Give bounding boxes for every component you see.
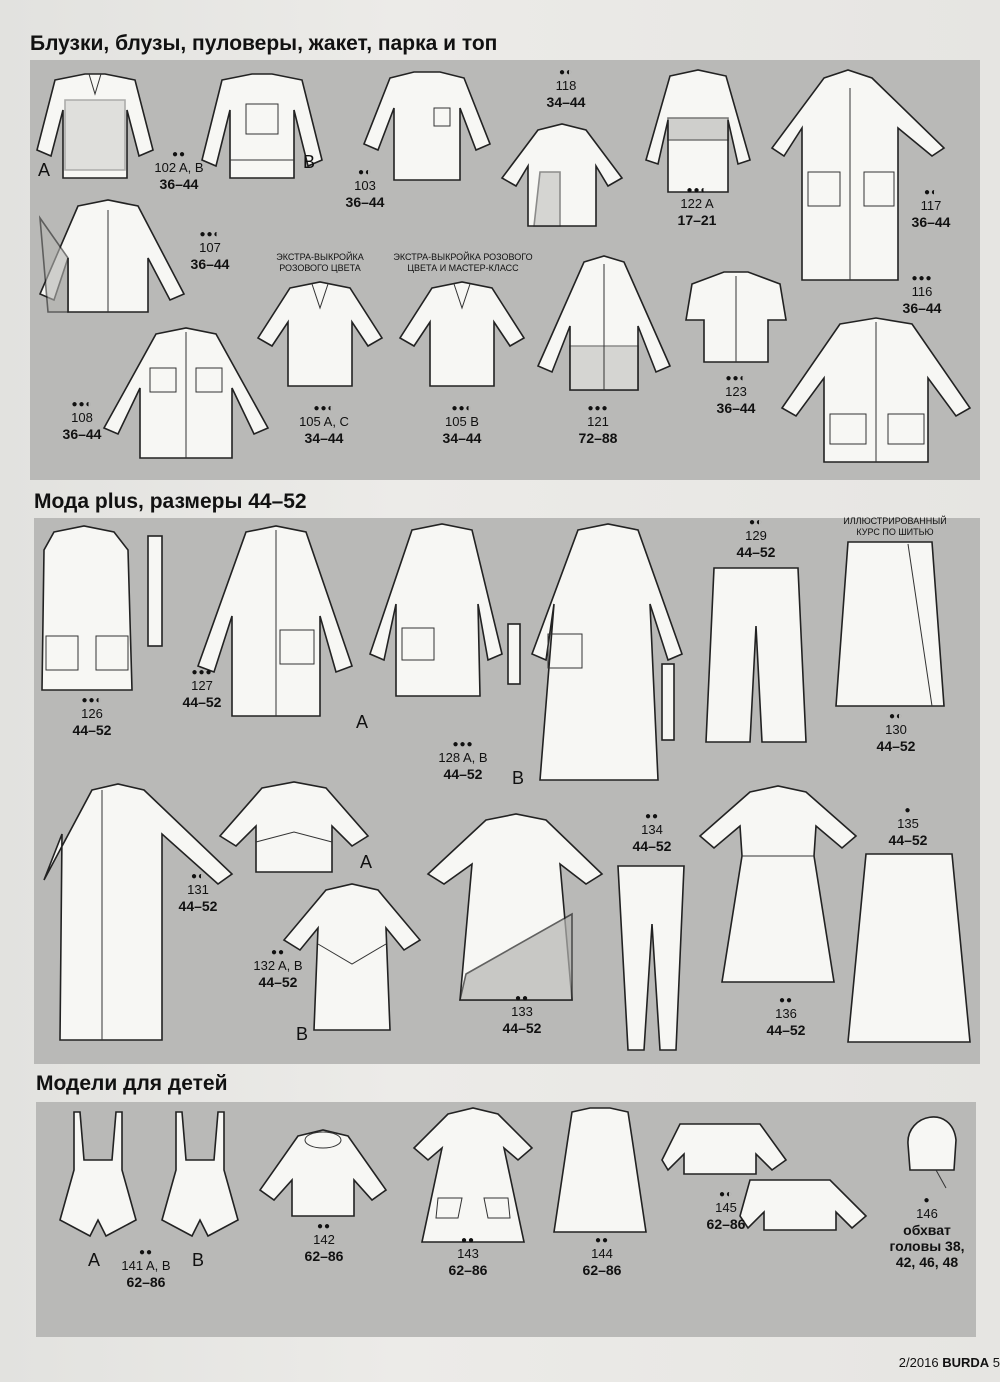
issue-number: 2/2016 [898,1355,939,1370]
note-illustrated-course: ИЛЛЮСТРИРОВАННЫЙ КУРС ПО ШИТЬЮ [843,516,947,537]
garment-102a-drawing [35,70,155,185]
page-footer [899,1355,1000,1370]
label-123: ●●◐ 123 36–44 [716,373,756,416]
page-number: 5 [992,1355,1000,1370]
label-131: ●◐ 131 44–52 [178,871,218,914]
label-146: ● 146 обхват головы 38, 42, 46, 48 [889,1195,965,1270]
garment-143-drawing [408,1108,538,1248]
garment-133-drawing [426,814,604,1004]
garment-123-drawing [684,272,788,368]
garment-141b-drawing [158,1110,242,1240]
variant-b-128: B [512,768,525,788]
note-extra-pink: ЭКСТРА-ВЫКРОЙКА РОЗОВОГО ЦВЕТА [276,252,364,273]
brand-name: BURDA [942,1355,990,1370]
garment-128a-drawing [362,524,528,704]
label-105ac: ●●◐ 105 A, C 34–44 [299,403,349,446]
label-127: ●●● 127 44–52 [182,667,222,710]
garment-117-drawing [768,68,948,293]
label-141: ●● 141 A, B 62–86 [121,1247,171,1290]
garment-105b-drawing [398,282,526,390]
label-118: ●◐ 118 34–44 [546,67,586,110]
variant-a-128: A [356,712,369,732]
garment-129-drawing [704,566,808,746]
garment-116-drawing [780,318,972,468]
garment-144-drawing [550,1108,650,1236]
garment-122-drawing [640,70,758,200]
label-129: ●◐ 129 44–52 [736,517,776,560]
garment-146-drawing [896,1100,966,1192]
section-title-blouses: Блузки, блузы, пуловеры, жакет, парка и топ [30,32,498,55]
garment-121-drawing [536,256,672,396]
garment-105ac-drawing [256,282,384,390]
note-extra-pink-master: ЭКСТРА-ВЫКРОЙКА РОЗОВОГО ЦВЕТА И МАСТЕР-КЛАСС [393,252,533,273]
label-135: ● 135 44–52 [888,805,928,848]
garment-141a-drawing [56,1110,140,1240]
garment-128b-drawing [528,524,700,784]
label-105b: ●●◐ 105 B 34–44 [442,403,482,446]
garment-145-drawing [660,1120,870,1234]
variant-a-132: A [360,852,373,872]
label-107: ●●◐ 107 36–44 [190,229,230,272]
garment-132a-drawing [218,782,373,876]
label-122: ●●◐ 122 A 17–21 [677,185,717,228]
label-142: ●● 142 62–86 [304,1221,344,1264]
garment-126-drawing [40,526,180,696]
garment-136-drawing [698,786,858,986]
variant-a-141: A [88,1250,101,1270]
variant-b-141: B [192,1250,205,1270]
garment-107-drawing [38,198,188,318]
label-133: ●● 133 44–52 [502,993,542,1036]
variant-b-132: B [296,1024,309,1044]
variant-b-102: B [303,152,316,172]
garment-118-drawing [500,122,625,232]
label-136: ●● 136 44–52 [766,995,806,1038]
label-126: ●●◐ 126 44–52 [72,695,112,738]
label-108: ●●◐ 108 36–44 [62,399,102,442]
label-121: ●●● 121 72–88 [578,403,618,446]
garment-134-drawing [612,864,692,1054]
label-130: ●◐ 130 44–52 [876,711,916,754]
garment-142-drawing [258,1130,388,1220]
label-117: ●◐ 117 36–44 [911,187,951,230]
label-143: ●● 143 62–86 [448,1235,488,1278]
garment-108-drawing [100,328,272,464]
garment-135-drawing [846,852,972,1046]
garment-131-drawing [40,784,236,1044]
label-103: ●◐ 103 36–44 [345,167,385,210]
label-145: ●◐ 145 62–86 [706,1189,746,1232]
label-144: ●● 144 62–86 [582,1235,622,1278]
label-134: ●● 134 44–52 [632,811,672,854]
label-102: ●● 102 A, B 36–44 [154,149,204,192]
label-116: ●●● 116 36–44 [902,273,942,316]
label-132: ●● 132 A, B 44–52 [253,947,303,990]
section-title-plus: Мода plus, размеры 44–52 [34,490,307,513]
variant-a-102: A [38,160,51,180]
section-title-kids: Модели для детей [36,1072,228,1095]
label-128: ●●● 128 A, B 44–52 [438,739,488,782]
garment-130-drawing [834,540,946,710]
